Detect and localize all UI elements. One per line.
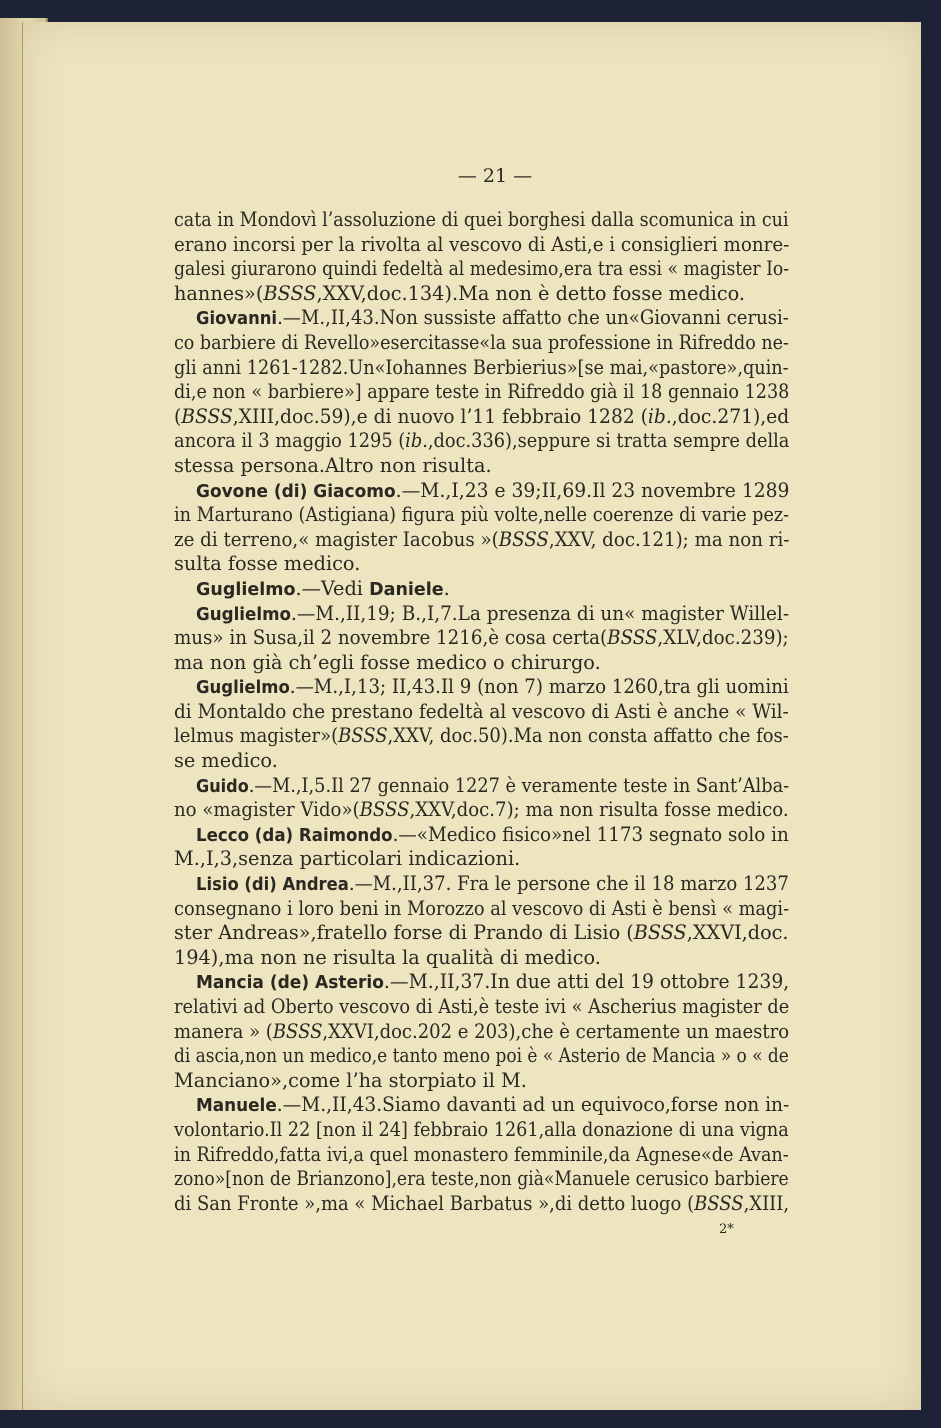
text-line: relativi ad Oberto vescovo di Asti,è teste ivi « Ascherius magister de [174, 995, 790, 1018]
text-line: di Montaldo che prestano fedeltà al vescovo di Asti è anche « Wil- [174, 699, 789, 723]
text-line: erano incorsi per la rivolta al vescovo di Asti,e i consiglieri monre- [174, 232, 790, 256]
text-line: galesi giurarono quindi fedeltà al medesimo,era tra essi « magister Io- [174, 257, 790, 281]
text-line: lelmus magister»(BSSS,XXV, doc.50).Ma non consta affatto che fos- [174, 724, 789, 748]
page-number: — 21 — [457, 165, 533, 187]
text-line: ancora il 3 maggio 1295 (ib.,doc.336),seppure si tratta sempre della [174, 429, 790, 453]
text-line: mus» in Susa,il 2 novembre 1216,è cosa certa(BSSS,XLV,doc.239); [174, 626, 789, 650]
text-line: zono»[non de Brianzono],era teste,non già«Manuele cerusico barbiere [174, 1167, 789, 1191]
text-line: in Rifreddo,fatta ivi,a quel monastero femminile,da Agnese«de Avan- [174, 1142, 789, 1166]
text-line: sulta fosse medico. [174, 552, 361, 576]
text-line: ster Andreas»,fratello forse di Prando di Lisio (BSSS,XXVI,doc. [174, 921, 789, 945]
entry-mancia-asterio: Mancia (de) Asterio.—M.,II,37.In due atti del 19 ottobre 1239, [196, 970, 790, 994]
text-line: stessa persona.Altro non risulta. [174, 453, 492, 477]
text-line: volontario.Il 22 [non il 24] febbraio 1261,alla donazione di una vigna [174, 1117, 789, 1141]
text-line: M.,I,3,senza particolari indicazioni. [174, 847, 521, 871]
entry-guglielmo-montaldo: Guglielmo.—M.,I,13; II,43.Il 9 (non 7) marzo 1260,tra gli uomini [196, 675, 789, 699]
text-line: consegnano i loro beni in Morozzo al vescovo di Asti è bensì « magi- [174, 896, 790, 920]
signature-mark: 2* [719, 1222, 734, 1237]
text-line: Manciano»,come l’ha storpiato il M. [174, 1068, 527, 1092]
book-page [22, 22, 921, 1410]
text-line: in Marturano (Astigiana) figura più volte,nelle coerenze di varie pez- [174, 503, 790, 527]
entry-guglielmo-susa: Guglielmo.—M.,II,19; B.,I,7.La presenza di un« magister Willel- [196, 601, 790, 625]
entry-govone-giacomo: Govone (di) Giacomo.—M.,I,23 e 39;II,69.Il 23 novembre 1289 [196, 478, 790, 502]
entry-lisio-andrea: Lisio (di) Andrea.—M.,II,37. Fra le persone che il 18 marzo 1237 [196, 872, 789, 896]
text-line: manera » (BSSS,XXVI,doc.202 e 203),che è certamente un maestro [174, 1019, 790, 1043]
entry-lecco-raimondo: Lecco (da) Raimondo.—«Medico fisico»nel 1173 segnato solo in [196, 822, 789, 846]
text-line: no «magister Vido»(BSSS,XXV,doc.7); ma non risulta fosse medico. [174, 798, 789, 822]
body-text [174, 208, 789, 1216]
text-line: 194),ma non ne risulta la qualità di medico. [174, 945, 601, 969]
text-line: gli anni 1261-1282.Un«Iohannes Berbierius»[se mai,«pastore»,quin- [174, 355, 789, 379]
text-line: di,e non « barbiere»] appare teste in Rifreddo già il 18 gennaio 1238 [174, 380, 790, 404]
text-line: ze di terreno,« magister Iacobus »(BSSS,XXV, doc.121); ma non ri- [174, 527, 790, 551]
text-line: hannes»(BSSS,XXV,doc.134).Ma non è detto fosse medico. [174, 281, 746, 305]
entry-giovanni: Giovanni.—M.,II,43.Non sussiste affatto che un«Giovanni cerusi- [196, 306, 789, 330]
entry-guido: Guido.—M.,I,5.Il 27 gennaio 1227 è veramente teste in Sant’Alba- [196, 773, 790, 797]
text-line: se medico. [174, 749, 278, 773]
entry-guglielmo-see-daniele: Guglielmo.—Vedi Daniele. [196, 576, 450, 600]
text-line: cata in Mondovì l’assoluzione di quei borghesi dalla scomunica in cui [174, 208, 789, 231]
text-line: di ascia,non un medico,e tanto meno poi è « Asterio de Mancia » o « de [174, 1044, 789, 1068]
entry-manuele: Manuele.—M.,II,43.Siamo davanti ad un equivoco,forse non in- [196, 1093, 790, 1117]
text-line: di San Fronte »,ma « Michael Barbatus »,di detto luogo (BSSS,XIII, [174, 1191, 790, 1215]
text-line: (BSSS,XIII,doc.59),e di nuovo l’11 febbraio 1282 (ib.,doc.271),ed [174, 404, 790, 428]
text-line: co barbiere di Revello»esercitasse«la sua professione in Rifreddo ne- [174, 330, 789, 354]
text-line: ma non già ch’egli fosse medico o chirurgo. [174, 650, 601, 674]
